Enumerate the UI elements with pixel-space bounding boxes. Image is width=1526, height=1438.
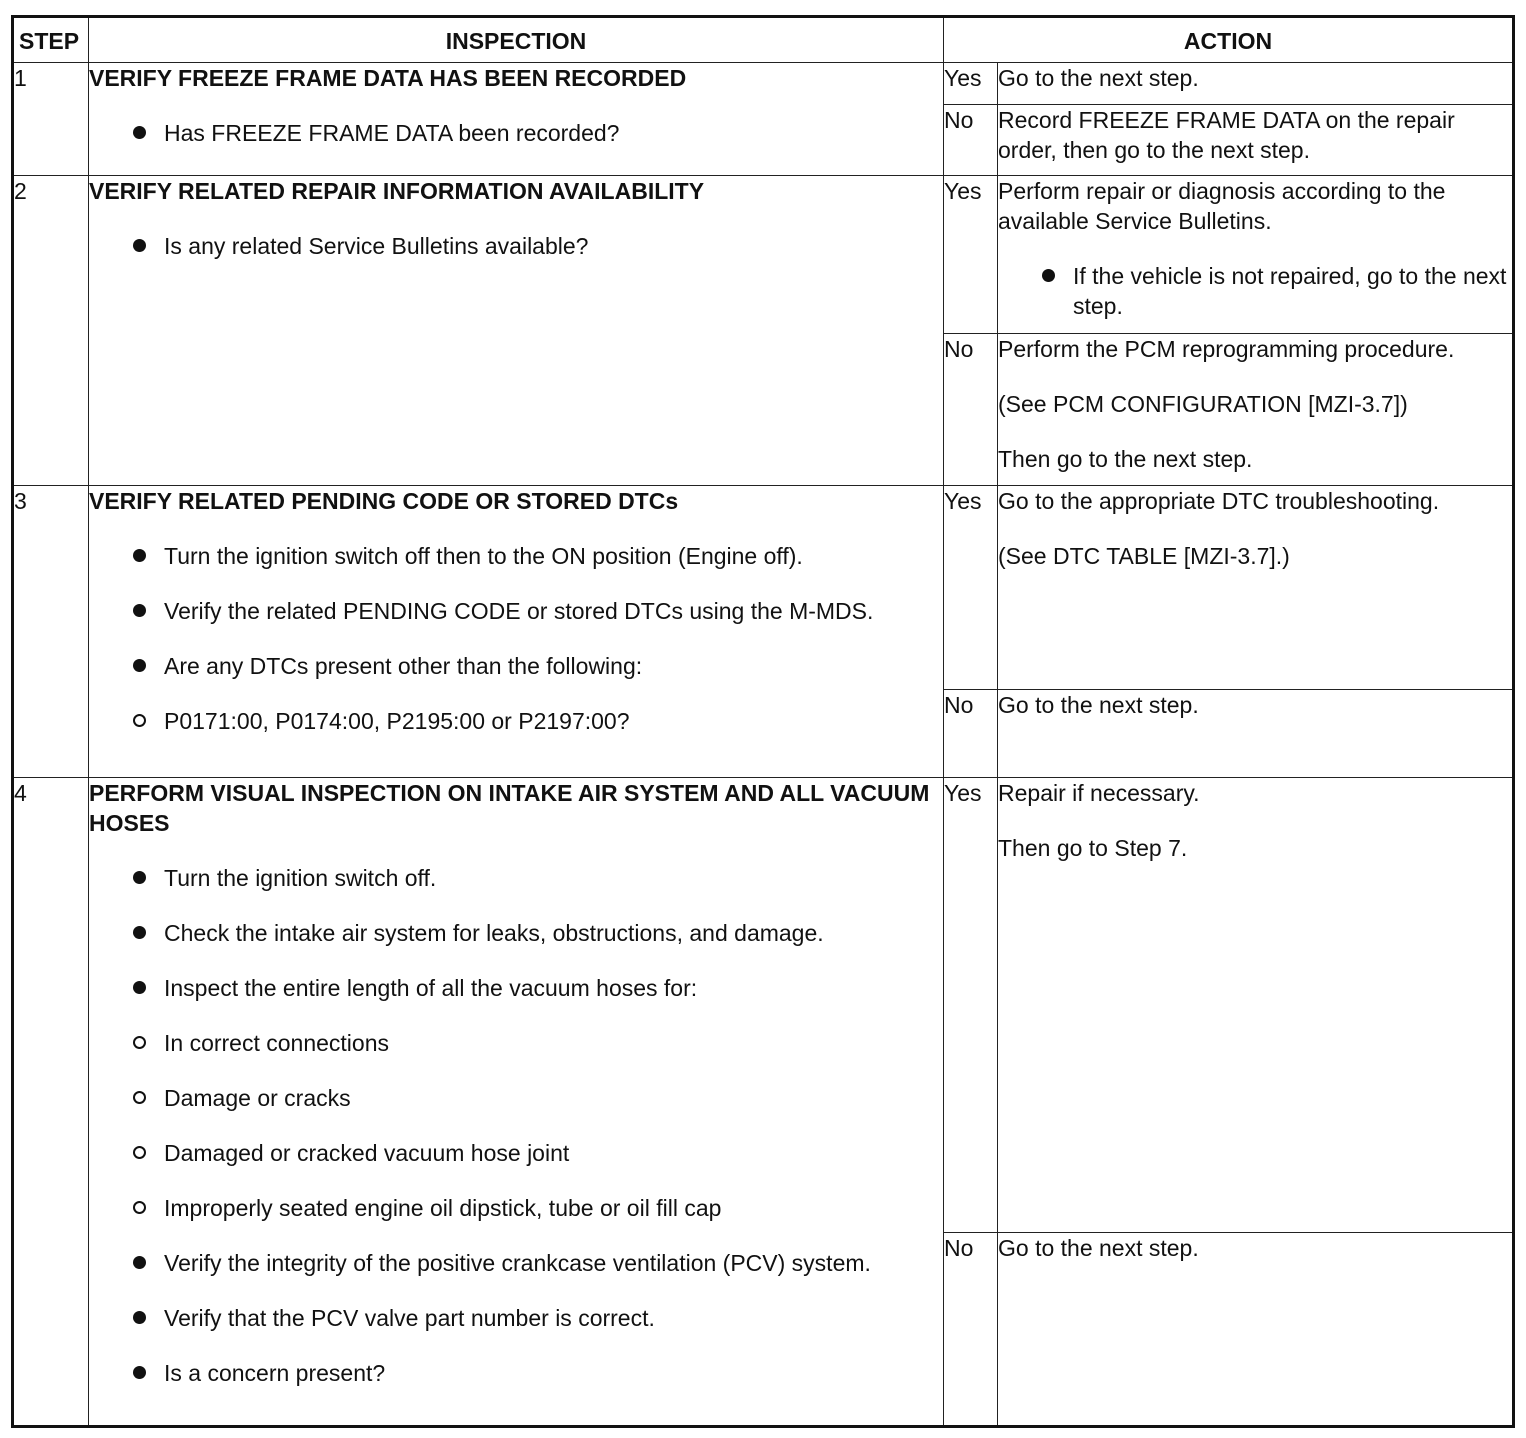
sub-bullet-item: P0171:00, P0174:00, P2195:00 or P2197:00?	[89, 706, 943, 736]
step-2-no-action-line-2: (See PCM CONFIGURATION [MZI-3.7])	[998, 391, 1408, 417]
step-4-number: 4	[13, 778, 89, 1427]
header-row	[13, 17, 1514, 63]
step-1-bullets	[89, 118, 943, 148]
action-column-header: ACTION	[944, 17, 1514, 63]
inspection-column-header: INSPECTION	[89, 17, 944, 63]
bullet-item	[89, 973, 943, 1223]
step-4-no-label: No	[944, 1233, 998, 1427]
step-4-no-action: Go to the next step.	[998, 1233, 1514, 1427]
step-2-yes-sub-bullets	[998, 261, 1512, 321]
step-1-inspection	[89, 63, 944, 176]
step-column-header: STEP	[13, 17, 89, 63]
step-2-bullets	[89, 231, 943, 261]
step-1-title: VERIFY FREEZE FRAME DATA HAS BEEN RECORDED	[89, 65, 687, 91]
bullet-text: Are any DTCs present other than the following:	[164, 653, 643, 679]
step-2-yes-label: Yes	[944, 176, 998, 334]
step-3-yes-row	[13, 486, 1514, 690]
step-3-yes-action-line-1: Go to the appropriate DTC troubleshooting.	[998, 488, 1440, 514]
step-3-bullets	[89, 541, 943, 736]
step-3-yes-action	[998, 486, 1514, 690]
step-3-yes-label: Yes	[944, 486, 998, 690]
bullet-item: Verify the integrity of the positive crankcase ventilation (PCV) system.	[89, 1248, 943, 1278]
step-1-yes-label: Yes	[944, 63, 998, 105]
sub-bullet-item: Damaged or cracked vacuum hose joint	[89, 1138, 943, 1168]
step-1-no-label: No	[944, 105, 998, 176]
step-4-title: PERFORM VISUAL INSPECTION ON INTAKE AIR SYSTEM AND ALL VACUUM HOSES	[89, 780, 930, 836]
bullet-text: Inspect the entire length of all the vacuum hoses for:	[164, 975, 698, 1001]
bullet-item: Is any related Service Bulletins available?	[89, 231, 943, 261]
step-4-yes-label: Yes	[944, 778, 998, 1233]
bullet-item	[89, 651, 943, 736]
step-1-number: 1	[13, 63, 89, 176]
bullet-item: Turn the ignition switch off.	[89, 863, 943, 893]
step-4-inspection	[89, 778, 944, 1427]
bullet-item: Check the intake air system for leaks, obstructions, and damage.	[89, 918, 943, 948]
step-2-no-action-line-1: Perform the PCM reprogramming procedure.	[998, 336, 1455, 362]
step-4-yes-action-line-2: Then go to Step 7.	[998, 835, 1188, 861]
bullet-item: Verify the related PENDING CODE or stored DTCs using the M-MDS.	[89, 596, 943, 626]
step-4-yes-row	[13, 778, 1514, 1233]
step-3-title: VERIFY RELATED PENDING CODE OR STORED DTCs	[89, 488, 679, 514]
step-3-no-action: Go to the next step.	[998, 690, 1514, 778]
sub-bullet-item: Damage or cracks	[89, 1083, 943, 1113]
diagnostic-procedure-table	[11, 15, 1515, 1428]
step-1-yes-row	[13, 63, 1514, 105]
step-2-no-label: No	[944, 334, 998, 486]
bullet-item: Verify that the PCV valve part number is correct.	[89, 1303, 943, 1333]
step-4-sub-bullets	[89, 1028, 943, 1223]
step-3-no-label: No	[944, 690, 998, 778]
step-4-yes-action-line-1: Repair if necessary.	[998, 780, 1200, 806]
sub-bullet-item: In correct connections	[89, 1028, 943, 1058]
step-2-title: VERIFY RELATED REPAIR INFORMATION AVAILABILITY	[89, 178, 705, 204]
step-2-number: 2	[13, 176, 89, 486]
step-2-yes-action-text: Perform repair or diagnosis according to the available Service Bulletins.	[998, 178, 1446, 234]
step-1-no-action: Record FREEZE FRAME DATA on the repair order, then go to the next step.	[998, 105, 1514, 176]
step-4-yes-action	[998, 778, 1514, 1233]
bullet-item: Turn the ignition switch off then to the ON position (Engine off).	[89, 541, 943, 571]
step-2-no-action	[998, 334, 1514, 486]
bullet-item: If the vehicle is not repaired, go to the next step.	[998, 261, 1512, 321]
step-2-yes-action	[998, 176, 1514, 334]
sub-bullet-item: Improperly seated engine oil dipstick, tube or oil fill cap	[89, 1193, 943, 1223]
step-3-inspection	[89, 486, 944, 778]
step-3-sub-bullets	[89, 706, 943, 736]
step-2-inspection	[89, 176, 944, 486]
bullet-item: Has FREEZE FRAME DATA been recorded?	[89, 118, 943, 148]
step-3-number: 3	[13, 486, 89, 778]
bullet-item: Is a concern present?	[89, 1358, 943, 1388]
step-2-no-action-line-3: Then go to the next step.	[998, 446, 1253, 472]
step-3-yes-action-line-2: (See DTC TABLE [MZI-3.7].)	[998, 543, 1290, 569]
step-2-yes-row	[13, 176, 1514, 334]
step-4-bullets	[89, 863, 943, 1388]
step-1-yes-action: Go to the next step.	[998, 63, 1514, 105]
